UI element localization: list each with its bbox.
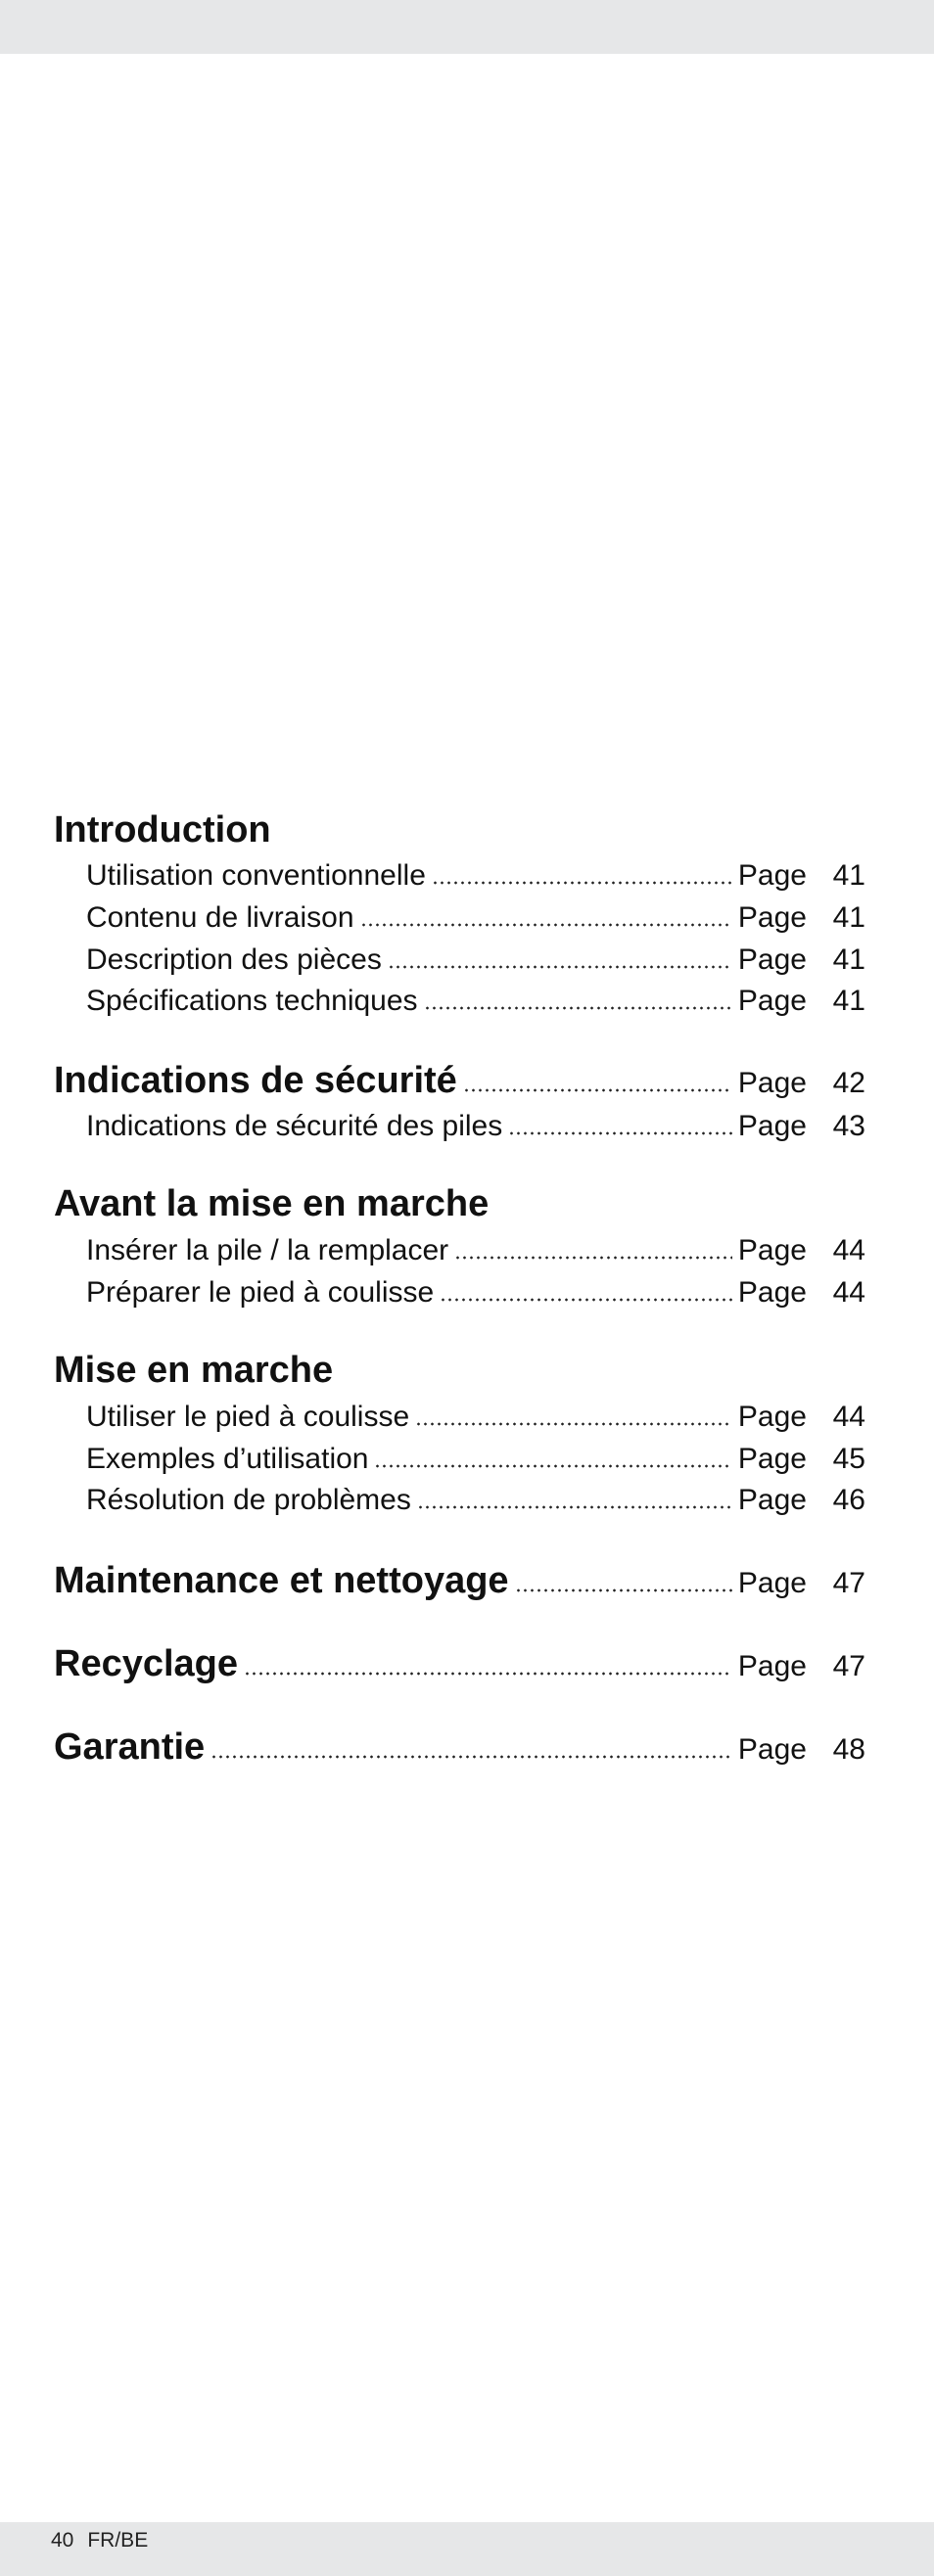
dot-leader xyxy=(463,1087,732,1093)
toc-entry-label: Utilisation conventionnelle xyxy=(86,859,426,892)
page-number: 46 xyxy=(832,1484,865,1516)
page-word: Page xyxy=(737,985,807,1017)
dot-leader xyxy=(417,1504,732,1510)
dot-leader xyxy=(415,1421,732,1427)
page-number: 41 xyxy=(832,901,865,934)
dot-leader xyxy=(432,880,732,886)
page-word: Page xyxy=(737,1484,807,1516)
toc-entry[interactable] xyxy=(86,857,865,895)
dot-leader xyxy=(515,1587,732,1593)
page-number: 43 xyxy=(832,1110,865,1142)
dot-leader xyxy=(374,1463,731,1469)
dot-leader xyxy=(388,964,732,970)
toc-entry[interactable] xyxy=(86,1232,865,1269)
toc-entry[interactable] xyxy=(86,942,865,979)
toc-heading-recyclage[interactable] xyxy=(54,1642,865,1685)
page-word: Page xyxy=(737,1276,807,1309)
page-word: Page xyxy=(737,1733,807,1766)
toc-heading-indications-securite[interactable] xyxy=(54,1059,865,1102)
page-number: 42 xyxy=(832,1067,865,1099)
page-number: 44 xyxy=(832,1401,865,1433)
page-word: Page xyxy=(737,1067,807,1099)
toc-entry-label: Résolution de problèmes xyxy=(86,1484,411,1516)
toc-heading-mise-en-marche[interactable]: Mise en marche xyxy=(54,1350,334,1391)
page-number: 48 xyxy=(832,1733,865,1766)
page-number: 44 xyxy=(832,1276,865,1309)
toc-heading-label: Maintenance et nettoyage xyxy=(54,1560,509,1601)
dot-leader xyxy=(360,922,732,928)
dot-leader xyxy=(424,1005,732,1011)
toc-entry-label: Description des pièces xyxy=(86,943,382,976)
page-word: Page xyxy=(737,859,807,892)
page-number: 47 xyxy=(832,1567,865,1599)
toc-entry-label: Insérer la pile / la remplacer xyxy=(86,1234,449,1266)
toc-entry-label: Préparer le pied à coulisse xyxy=(86,1276,435,1309)
toc-entry-label: Exemples d’utilisation xyxy=(86,1443,369,1475)
toc-entry-label: Spécifications techniques xyxy=(86,985,418,1017)
footer-locale: FR/BE xyxy=(87,2529,149,2552)
toc-heading-maintenance[interactable] xyxy=(54,1559,865,1602)
page-word: Page xyxy=(737,1401,807,1433)
dot-leader xyxy=(454,1255,732,1261)
page-number: 41 xyxy=(832,859,865,892)
page-word: Page xyxy=(737,901,807,934)
toc-entry-label: Contenu de livraison xyxy=(86,901,354,934)
page-number: 44 xyxy=(832,1234,865,1266)
toc-heading-label: Recyclage xyxy=(54,1643,239,1684)
dot-leader xyxy=(440,1297,732,1303)
toc-heading-label: Indications de sécurité xyxy=(54,1060,457,1101)
page-word: Page xyxy=(737,1650,807,1682)
footer-page-number: 40 xyxy=(51,2529,74,2552)
toc-entry[interactable] xyxy=(86,1274,865,1311)
page-word: Page xyxy=(737,1567,807,1599)
page-word: Page xyxy=(737,1234,807,1266)
toc-entry[interactable] xyxy=(86,1399,865,1436)
toc-entry[interactable] xyxy=(86,983,865,1020)
toc-heading-introduction[interactable]: Introduction xyxy=(54,809,271,851)
dot-leader xyxy=(244,1671,732,1677)
toc-entry[interactable] xyxy=(86,899,865,937)
toc-entry-label: Indications de sécurité des piles xyxy=(86,1110,503,1142)
toc-heading-avant-mise-en-marche[interactable]: Avant la mise en marche xyxy=(54,1183,490,1224)
toc-entry-label: Utiliser le pied à coulisse xyxy=(86,1401,410,1433)
toc-entry[interactable] xyxy=(86,1108,865,1145)
dot-leader xyxy=(210,1754,732,1760)
page-number: 45 xyxy=(832,1443,865,1475)
page-number: 47 xyxy=(832,1650,865,1682)
toc-heading-garantie[interactable] xyxy=(54,1725,865,1769)
toc-heading-label: Garantie xyxy=(54,1726,206,1768)
page-footer xyxy=(51,2529,148,2553)
dot-leader xyxy=(508,1130,732,1136)
page-word: Page xyxy=(737,943,807,976)
toc-entry[interactable] xyxy=(86,1441,865,1478)
page-word: Page xyxy=(737,1443,807,1475)
top-band xyxy=(0,0,934,54)
page-word: Page xyxy=(737,1110,807,1142)
toc-entry[interactable] xyxy=(86,1482,865,1519)
page-number: 41 xyxy=(832,985,865,1017)
page-number: 41 xyxy=(832,943,865,976)
